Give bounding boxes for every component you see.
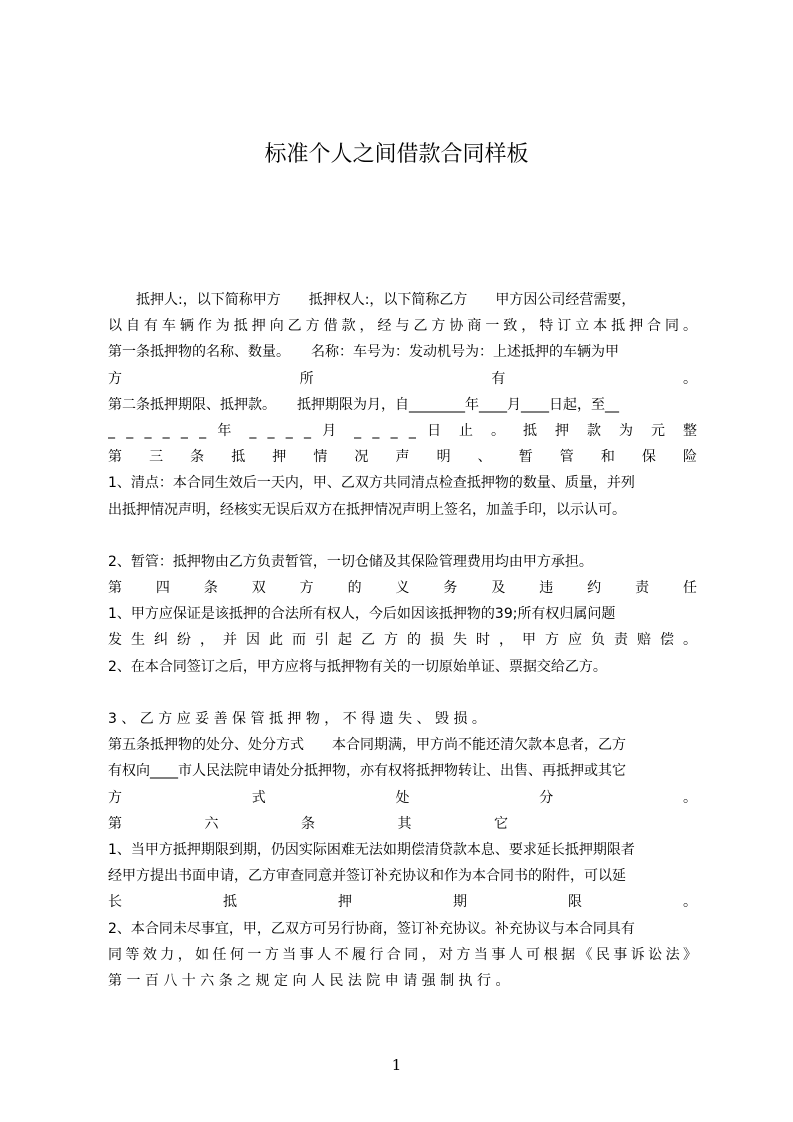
blank-line <box>108 523 697 549</box>
document-body <box>108 287 697 994</box>
body-line: 出抵押情况声明，经核实无误后双方在抵押情况声明上签名，加盖手印，以示认可。 <box>108 501 626 518</box>
body-line: 第 一 百 八 十 六 条 之 规 定 向 人 民 法 院 申 请 强 制 执 行 。 <box>108 972 510 989</box>
body-line: 第五条抵押物的处分、处分方式 本合同期满，甲方尚不能还清欠款本息者，乙方 <box>108 737 626 754</box>
body-line: 第二条抵押期限、抵押款。 抵押期限为月，自________年____月____日起，至__ <box>108 396 619 413</box>
body-line: 1、甲方应保证是该抵押的合法所有权人，今后如因该抵押物的39;所有权归属问题 <box>108 606 616 623</box>
body-line: 1、清点：本合同生效后一天内，甲、乙双方共同清点检查抵押物的数量、质量，并列 <box>108 475 635 492</box>
body-line: 方 式 处 分 。 <box>108 789 697 806</box>
body-line: 经甲方提出书面申请，乙方审查同意并签订补充协议和作为本合同书的附件，可以延 <box>108 868 626 885</box>
body-line: 长 抵 押 期 限 。 <box>108 894 697 911</box>
body-line: 方 所 有 。 <box>108 370 697 387</box>
body-line: 1、当甲方抵押期限到期，仍因实际困难无法如期偿清贷款本息、要求延长抵押期限者 <box>108 841 635 858</box>
document-title: 标准个人之间借款合同样板 <box>264 142 529 167</box>
body-line: 第 六 条 其 它 <box>108 815 508 832</box>
body-line: _ _ _ _ _ _ 年 _ _ _ _ 月 _ _ _ _ 日 止 。 抵 押 款 为 元 整 <box>108 422 697 439</box>
body-line: 2、本合同未尽事宜，甲，乙双方可另行协商，签订补充协议。补充协议与本合同具有 <box>108 920 635 937</box>
body-line: 2、在本合同签订之后，甲方应将与抵押物有关的一切原始单证、票据交给乙方。 <box>108 658 607 675</box>
body-line: 第 四 条 双 方 的 义 务 及 违 约 责 任 <box>108 580 697 597</box>
body-line: 第 三 条 抵 押 情 况 声 明 、 暂 管 和 保 险 <box>108 449 697 466</box>
body-line: 3 、 乙 方 应 妥 善 保 管 抵 押 物 ， 不 得 遗 失 、 毁 损 。 <box>108 711 486 727</box>
body-line: 第一条抵押物的名称、数量。 名称：车号为：发动机号为：上述抵押的车辆为甲 <box>108 344 619 361</box>
body-line: 发 生 纠 纷 ， 并 因 此 而 引 起 乙 方 的 损 失 时 ， 甲 方 应 负 责 赔 偿 。 <box>108 632 697 649</box>
page-number: 1 <box>391 1056 402 1074</box>
body-line: 抵押人:，以下简称甲方 抵押权人:，以下简称乙方 甲方因公司经营需要， <box>108 292 636 308</box>
body-line: 2、暂管：抵押物由乙方负责暂管，一切仓储及其保险管理费用均由甲方承担。 <box>108 553 593 570</box>
body-line: 同等效力，如任何一方当事人不履行合同，对方当事人可根据《民事诉讼法》 <box>108 946 697 963</box>
blank-line <box>108 680 697 706</box>
body-line: 有权向____市人民法院申请处分抵押物，亦有权将抵押物转让、出售、再抵押或其它 <box>108 763 626 780</box>
body-line: 以自有车辆作为抵押向乙方借款，经与乙方协商一致，特订立本抵押合同。 <box>108 318 697 335</box>
